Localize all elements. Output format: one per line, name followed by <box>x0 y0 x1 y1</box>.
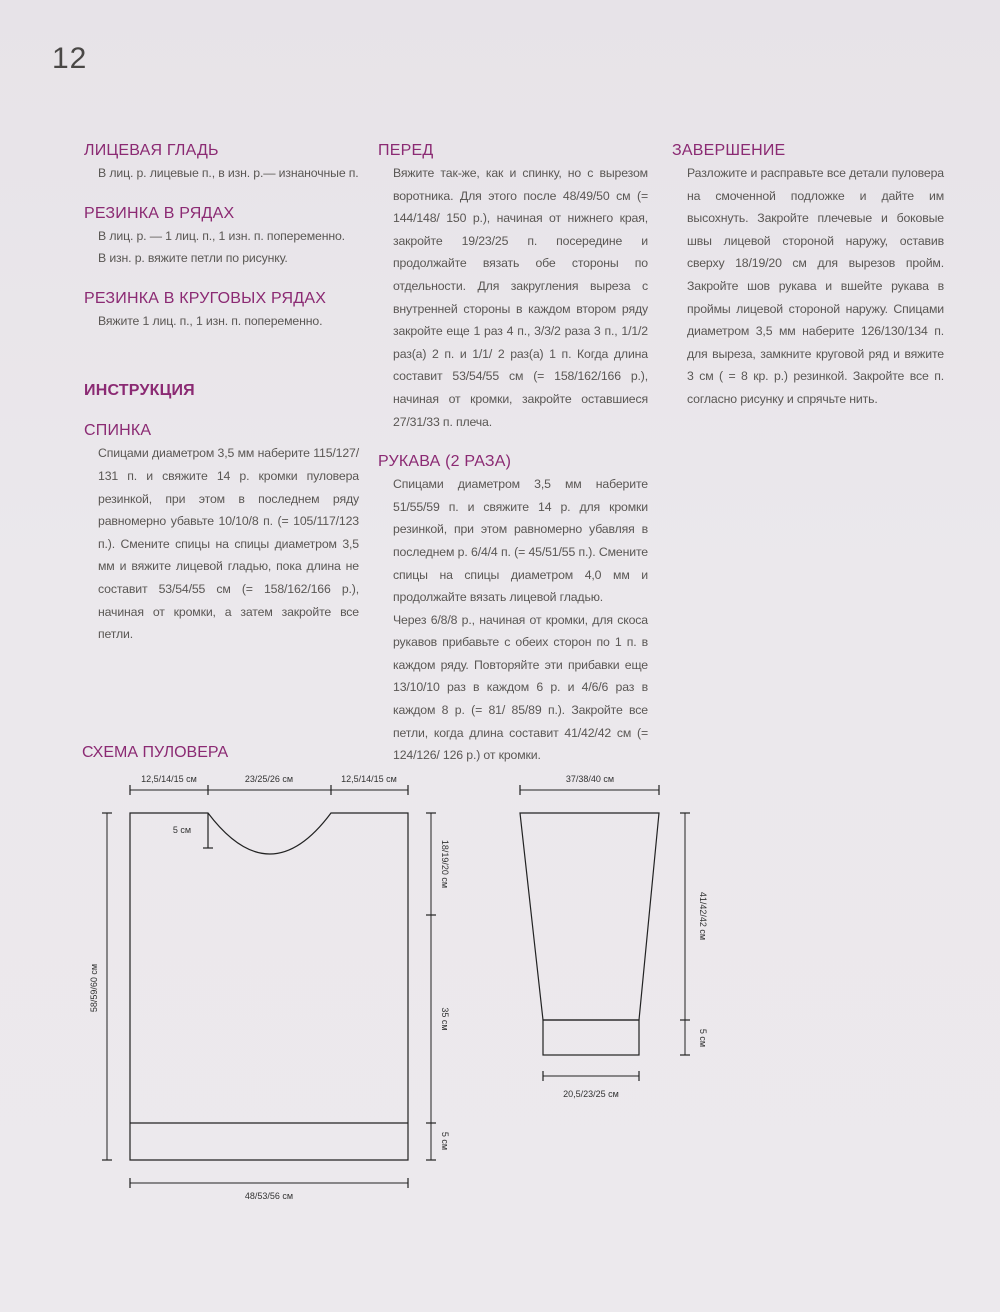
label-neck-width: 23/25/26 см <box>244 774 294 784</box>
label-sleeve-cuff-height: 5 см <box>698 1028 708 1048</box>
sleeve-cuff <box>543 1020 639 1055</box>
sleeves-heading <box>378 453 648 471</box>
label-neck-depth: 5 см <box>172 825 192 835</box>
section-stockinette <box>84 142 359 185</box>
front-text: Вяжите так-же, как и спинку, но с вырезом воротника. Для этого после 48/49/50 см (= 144/148/ 150 р.), начиная от нижнего края, закройте 19/23/25 п. посередине и продолжайте вязать обе стороны по отдельности. Для закругления выреза с внутренней стороны в каждом втором ряду закройте еще 1 раз 4 п., 3/3/2 раза 3 п., 1/1/2 раз(а) 2 п. и 1/1/ 2 раз(а) 1 п. Когда длина составит 53/54/55 см (= 158/162/166 р.), начиная от кромки, закройте оставшиеся 27/31/33 п. плеча. <box>393 166 648 429</box>
stockinette-text: В лиц. р. лицевые п., в изн. р.— изнаночные п. <box>98 166 359 180</box>
instructions-heading: ИНСТРУКЦИЯ <box>84 382 195 400</box>
sleeves-title: РУКАВА <box>378 453 441 471</box>
section-instructions <box>84 382 359 400</box>
section-front <box>378 142 648 433</box>
page-number: 12 <box>52 42 88 75</box>
section-rib-rounds <box>84 290 359 333</box>
sleeves-text-1: Спицами диаметром 3,5 мм наберите 51/55/59 п. и свяжите 14 р. для кромки резинкой, при этом равномерно убавляя в последнем р. 6/4/4 п. (= 45/51/55 п.). Смените спицы на спицы диаметром 4,0 мм и продолжайте вязать лицевой гладью. <box>393 477 648 605</box>
diagram-title: СХЕМА ПУЛОВЕРА <box>82 744 229 761</box>
back-text: Спицами диаметром 3,5 мм наберите 115/127/ 131 п. и свяжите 14 р. кромки пуловера резинкой, при этом в последнем ряду равномерно убавьте 10/10/8 п. (= 105/117/123 п.). Смените спицы на спицы диаметром 3,5 мм и вяжите лицевой гладью, пока длина не составит 53/54/55 см (= 158/162/166 р.), начиная от кромки, а затем закройте все петли. <box>98 446 359 642</box>
label-body-width: 48/53/56 см <box>244 1191 294 1201</box>
label-shoulder-left: 12,5/14/15 см <box>141 774 197 784</box>
section-sleeves <box>378 453 648 767</box>
finishing-heading: ЗАВЕРШЕНИЕ <box>672 142 786 159</box>
rib-rows-line1: В лиц. р. — 1 лиц. п., 1 изн. п. попеременно. <box>98 228 345 243</box>
sleeves-text-2: Через 6/8/8 р., начиная от кромки, для скоса рукавов прибавьте с обеих сторон по 1 п. в каждом ряду. Повторяйте эти прибавки еще 13/10/10 раз в каждом 6 р. и 4/6/6 раз в каждом 8 р. (= 81/ 85/89 п.). Закройте все петли, когда длина составит 41/42/42 см (= 124/126/ 126 р.) от кромки. <box>393 612 648 763</box>
rib-rounds-heading: РЕЗИНКА В КРУГОВЫХ РЯДАХ <box>84 289 327 307</box>
section-finishing <box>672 142 944 411</box>
label-sleeve-length: 41/42/42 см <box>698 891 708 941</box>
label-total-length: 58/59/60 см <box>89 963 99 1013</box>
column-left <box>84 142 359 666</box>
label-armhole: 18/19/20 см <box>440 839 450 889</box>
pullover-diagram <box>0 760 1000 1220</box>
rib-rows-line2: В изн. р. вяжите петли по рисунку. <box>98 251 288 266</box>
column-middle <box>378 142 648 787</box>
sleeves-title-sub: (2 РАЗА) <box>445 453 512 471</box>
label-sleeve-cuff-width: 20,5/23/25 см <box>563 1089 619 1099</box>
label-shoulder-right: 12,5/14/15 см <box>341 774 397 784</box>
finishing-text: Разложите и расправьте все детали пуловера на смоченной подложке и дайте им высохнуть. Закройте плечевые и боковые швы лицевой стороной наружу, оставив сверху 18/19/20 см для вырезов пройм. Закройте шов рукава и вшейте рукава в проймы лицевой стороной наружу. Спицами диаметром 3,5 мм наберите 126/130/134 п. для выреза, замкните круговой ряд и вяжите 3 см ( = 8 кр. р.) резинкой. Закройте все п. согласно рисунку и спрячьте нить. <box>687 166 944 406</box>
body-outline <box>130 813 408 1160</box>
label-rib-height: 5 см <box>440 1131 450 1151</box>
back-heading: СПИНКА <box>84 422 152 440</box>
front-heading: ПЕРЕД <box>378 142 434 159</box>
label-body-mid: 35 см <box>440 1007 450 1031</box>
stockinette-heading: ЛИЦЕВАЯ ГЛАДЬ <box>84 142 219 159</box>
sleeve-outline <box>520 813 659 1020</box>
label-sleeve-top: 37/38/40 см <box>565 774 615 784</box>
rib-rows-heading: РЕЗИНКА В РЯДАХ <box>84 204 235 222</box>
rib-rounds-text: Вяжите 1 лиц. п., 1 изн. п. попеременно. <box>98 313 323 328</box>
column-right <box>672 142 944 431</box>
section-back <box>84 422 359 645</box>
section-rib-rows <box>84 205 359 270</box>
